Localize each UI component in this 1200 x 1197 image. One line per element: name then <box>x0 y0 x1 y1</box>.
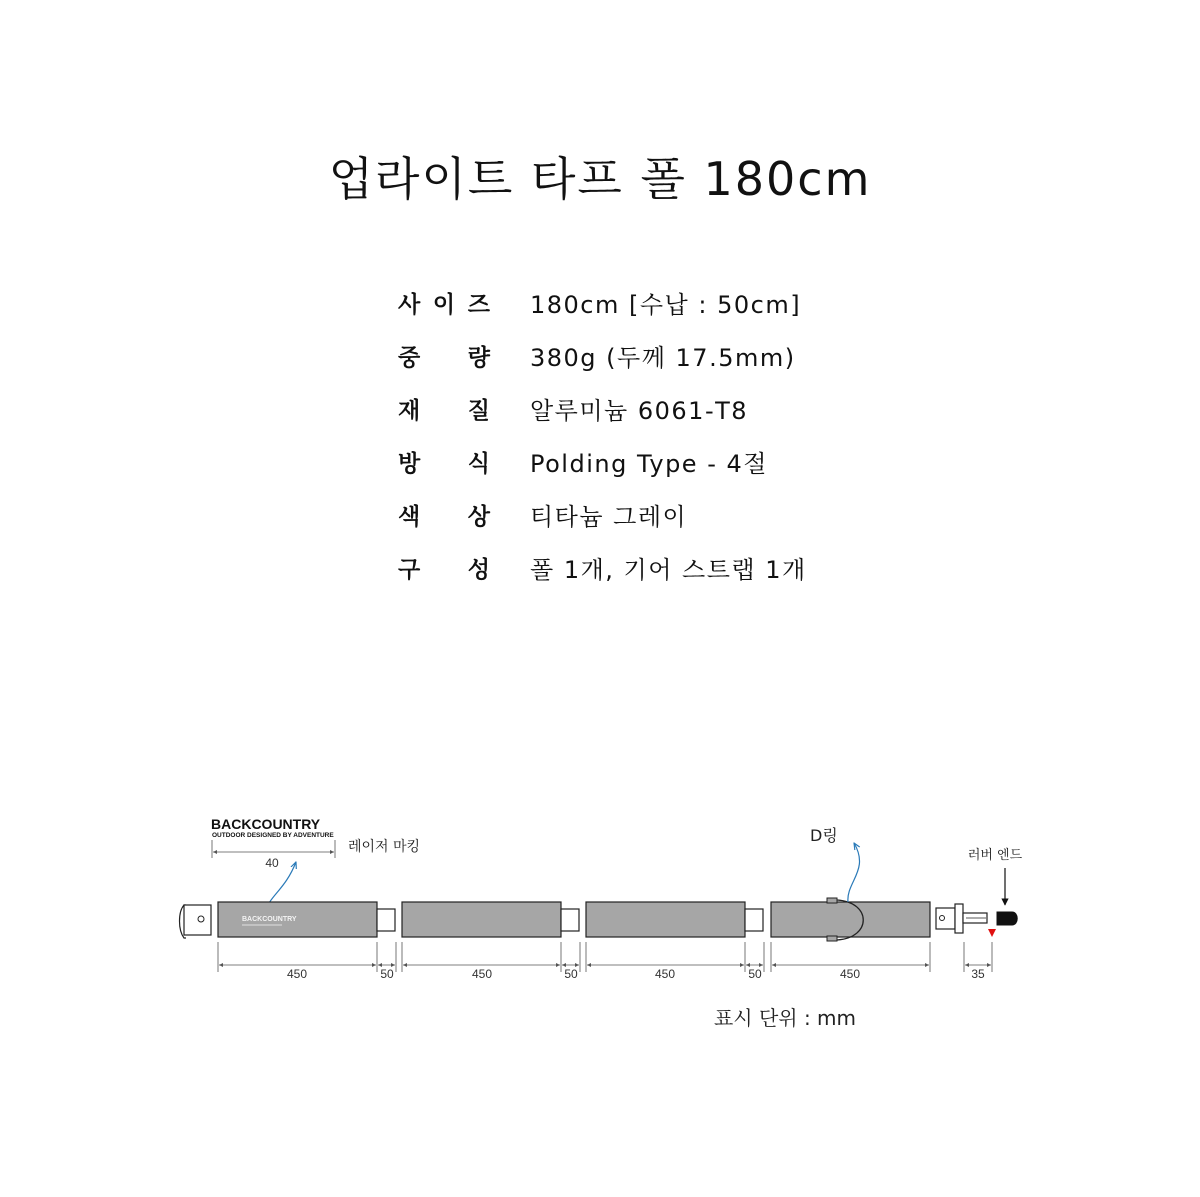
dimension-label: 50 <box>380 967 394 981</box>
dimension-label: 50 <box>748 967 762 981</box>
unit-note: 표시 단위 : mm <box>713 1006 857 1030</box>
dimension-label: 450 <box>286 967 308 981</box>
spec-value: 180cm [수납 : 50cm] <box>530 291 802 319</box>
spec-label-char: 색 <box>398 504 421 530</box>
spec-row-material <box>398 382 807 435</box>
segment-logo: BACKCOUNTRY <box>242 916 297 923</box>
brand-logo: BACKCOUNTRY <box>211 816 321 832</box>
dimension-label: 50 <box>564 967 578 981</box>
dimension-label: 450 <box>654 967 676 981</box>
spec-value: 380g (두께 17.5mm) <box>530 344 796 372</box>
spec-table <box>398 276 807 594</box>
pole-segment-4 <box>771 902 930 937</box>
spec-label-char: 식 <box>467 451 490 477</box>
rubber-end-label: 러버 엔드 <box>967 848 1023 863</box>
spec-label <box>398 445 490 478</box>
spec-label-char: 중 <box>398 345 421 371</box>
spec-label <box>398 339 490 372</box>
pole-diagram <box>0 780 1200 1060</box>
d-ring-pointer <box>848 843 860 902</box>
spec-label-char: 사 <box>398 292 421 318</box>
spec-row-size <box>398 276 807 329</box>
spec-value: 티타늄 그레이 <box>530 503 688 531</box>
rubber-end <box>997 912 1017 925</box>
dimension-label: 35 <box>971 967 985 981</box>
page-title: 업라이트 타프 폴 180cm <box>328 151 872 206</box>
spec-label-char: 상 <box>467 504 490 530</box>
spec-label <box>398 392 490 425</box>
spec-label-char: 구 <box>398 557 421 583</box>
spec-row-color <box>398 488 807 541</box>
spec-row-weight <box>398 329 807 382</box>
pole-segment-3 <box>586 902 745 937</box>
spec-label <box>398 498 490 531</box>
spec-value: Polding Type - 4절 <box>530 450 768 478</box>
dimension-label: 450 <box>471 967 493 981</box>
dimension-label: 450 <box>839 967 861 981</box>
pole-joint-1 <box>377 909 395 931</box>
logo-width-label: 40 <box>265 856 279 870</box>
spec-row-composition <box>398 541 807 594</box>
spec-value: 폴 1개, 기어 스트랩 1개 <box>530 556 807 584</box>
brand-tagline: OUTDOOR DESIGNED BY ADVENTURE <box>212 832 334 839</box>
pole-joint-2 <box>561 909 579 931</box>
spec-label-char: 성 <box>467 557 490 583</box>
spec-label-char: 즈 <box>467 292 490 318</box>
spec-value: 알루미늄 6061-T8 <box>530 397 749 425</box>
spec-label-char: 량 <box>467 345 490 371</box>
pole-segment-2 <box>402 902 561 937</box>
spec-label <box>398 286 490 319</box>
spec-label-char: 재 <box>398 398 421 424</box>
spec-label <box>398 551 490 584</box>
pole-joint-3 <box>745 909 763 931</box>
spec-row-method <box>398 435 807 488</box>
pole-tip-left <box>180 905 212 938</box>
pole-tip-right <box>936 904 987 933</box>
d-ring-label: D링 <box>810 826 838 845</box>
laser-marking-label: 레이저 마킹 <box>348 839 421 855</box>
spec-label-char: 질 <box>467 398 490 424</box>
spec-label-char: 이 <box>432 292 456 318</box>
segment-dimensions <box>218 942 992 972</box>
spec-label-char: 방 <box>398 451 421 477</box>
rubber-end-marker <box>988 929 996 937</box>
